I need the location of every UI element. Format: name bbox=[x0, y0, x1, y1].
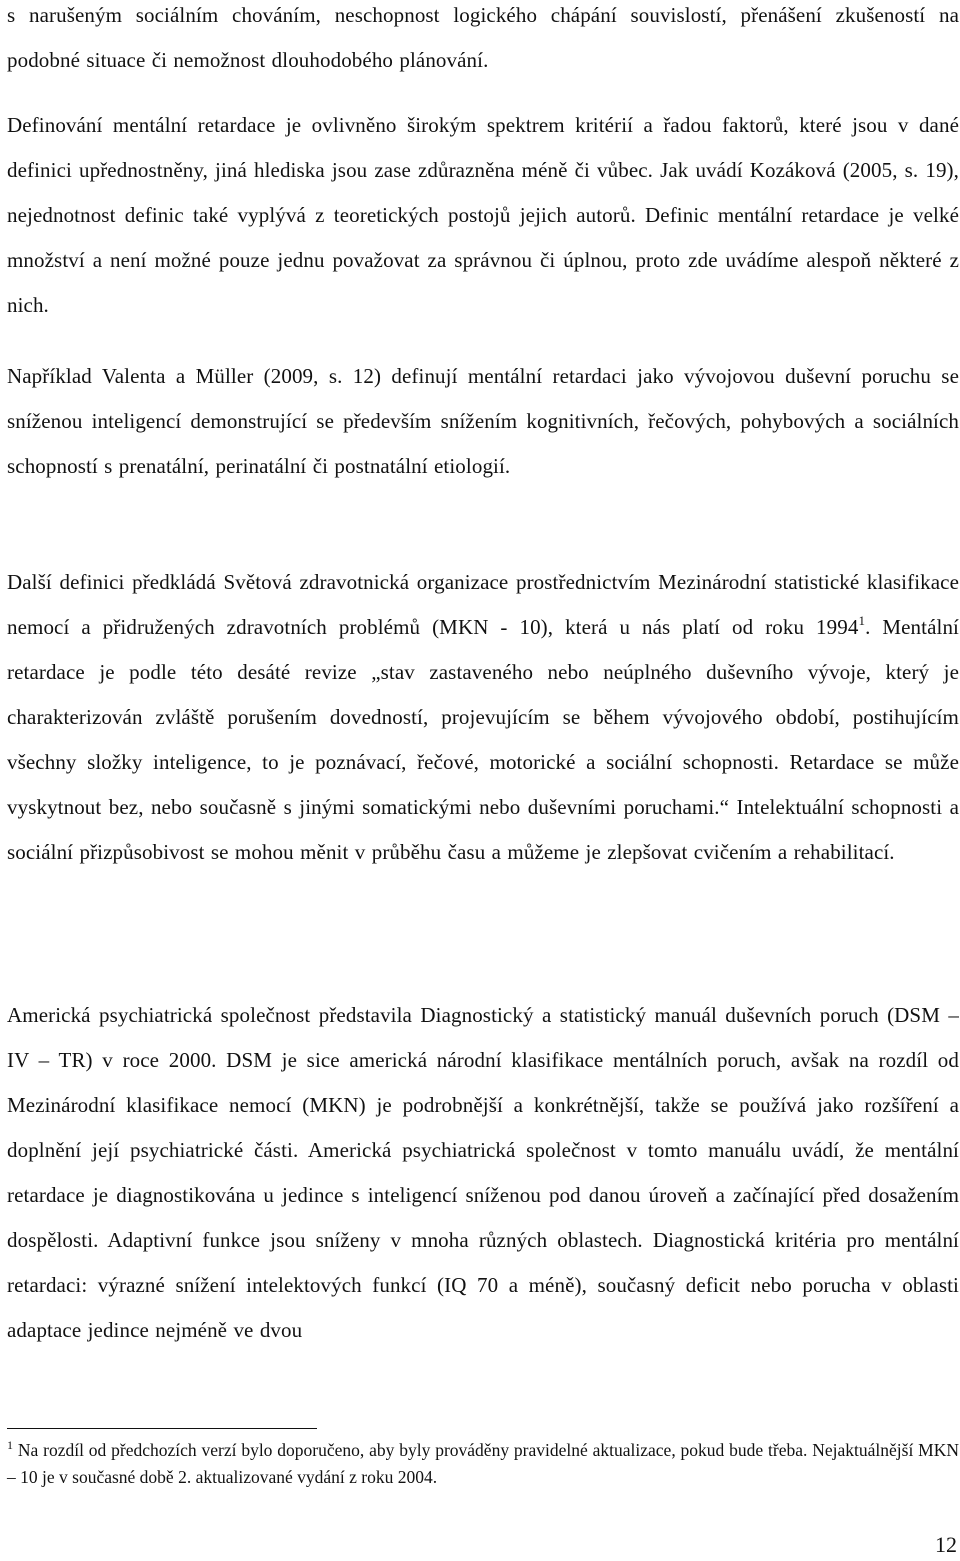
paragraph-valenta-muller: Například Valenta a Müller (2009, s. 12) definují mentální retardaci jako vývojovou duševní poruchu se sníženou inteligencí demonstrující se především snížením kognitivních, řečových, pohybových a sociálních schopností s prenatální, perinatální či postnatální etiologií. bbox=[7, 364, 959, 478]
paragraph-who-mkn bbox=[7, 560, 959, 875]
footnote-reference: 1 bbox=[858, 613, 866, 628]
paragraph-who-mkn-part2: . Mentální retardace je podle této desáté revize „stav zastaveného nebo neúplného duševního vývoje, který je charakterizován zvláště porušením dovedností, projevujícím se během vývojového období, postihujícím všechny složky inteligence, to je poznávací, řečové, motorické a sociální schopnosti. Retardace se může vyskytnout bez, nebo současně s jinými somatickými nebo duševními poruchami.“ Intelektuální schopnosti a sociální přizpůsobivost se mohou měnit v průběhu času a můžeme je zlepšovat cvičením a rehabilitací. bbox=[7, 615, 959, 864]
paragraph-definition-overview: Definování mentální retardace je ovlivněno širokým spektrem kritérií a řadou faktorů, které jsou v dané definici upřednostněny, jiná hlediska jsou zase zdůrazněna méně či vůbec. Jak uvádí Kozáková (2005, s. 19), nejednotnost definic také vyplývá z teoretických postojů jejich autorů. Definic mentální retardace je velké množství a není možné pouze jednu považovat za správnou či úplnou, proto zde uvádíme alespoň některé z nich. bbox=[7, 113, 959, 317]
footnote-separator bbox=[7, 1428, 317, 1429]
paragraph-dsm: Americká psychiatrická společnost představila Diagnostický a statistický manuál duševních poruch (DSM – IV – TR) v roce 2000. DSM je sice americká národní klasifikace mentálních poruch, avšak na rozdíl od Mezinárodní klasifikace nemocí (MKN) je podrobnější a konkrétnější, takže se používá jako rozšíření a doplnění její psychiatrické části. Americká psychiatrická společnost v tomto manuálu uvádí, že mentální retardace je diagnostikována u jedince s inteligencí sníženou pod danou úroveň a začínající před dosažením dospělosti. Adaptivní funkce jsou sníženy v mnoha různých oblastech. Diagnostická kritéria pro mentální retardaci: výrazné snížení intelektových funkcí (IQ 70 a méně), současný deficit nebo porucha v oblasti adaptace jedince nejméně ve dvou bbox=[7, 1003, 959, 1342]
paragraph-who-mkn-part1: Další definici předkládá Světová zdravotnická organizace prostřednictvím Mezinárodní statistické klasifikace nemocí a přidružených zdravotních problémů (MKN - 10), která u nás platí od roku 1994 bbox=[7, 570, 959, 639]
footnote-text: Na rozdíl od předchozích verzí bylo doporučeno, aby byly prováděny pravidelné aktualizace, pokud bude třeba. Nejaktuálnější MKN – 10 je v současné době 2. aktualizované vydání z roku 2004. bbox=[7, 1440, 959, 1487]
page-number: 12 bbox=[935, 1532, 957, 1557]
paragraph-intro-continuation: s narušeným sociálním chováním, neschopnost logického chápání souvislostí, přenášení zkušeností na podobné situace či nemožnost dlouhodobého plánování. bbox=[7, 3, 959, 72]
footnote bbox=[7, 1437, 959, 1491]
footnote-mark: 1 bbox=[7, 1438, 13, 1452]
